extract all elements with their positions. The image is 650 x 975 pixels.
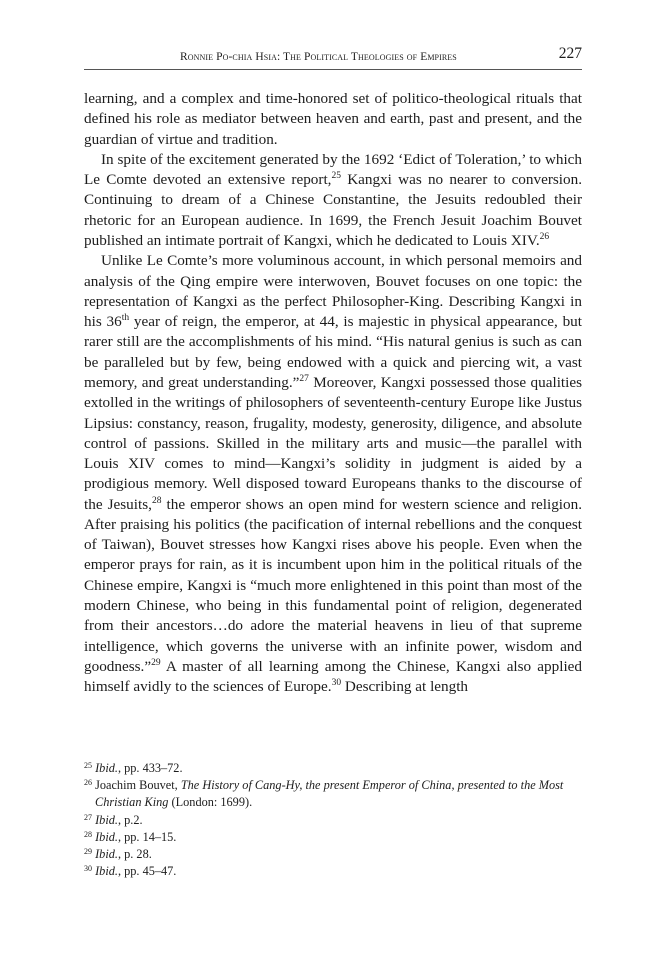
footnote-number: 30: [84, 864, 92, 874]
paragraph-3-text-a: Unlike Le Comte’s more voluminous account, in which personal memoirs and analysis of the Qing empire were interwoven, Bouvet focuses on one topic: the representation of Kangxi as the perfect Philosopher-King. Describing Kangxi in his 36: [84, 252, 582, 331]
paragraph-3-text-c: Moreover, Kangxi possessed those qualities extolled in the writings of philosophers of seventeenth-century Europe like Justus Lipsius: constancy, reason, frugality, modesty, generosity, diligence, and absolute control of passions. Skilled in the military arts and music—the parallel with Louis XIV comes to mind—Kangxi’s solidity in judgment is aided by a prodigious memory. Well disposed toward Europeans thanks to the discourse of the Jesuits,: [84, 373, 582, 513]
running-header: [84, 47, 582, 70]
footnote-text: , pp. 45–47.: [117, 864, 177, 879]
paragraph-3-text-b: year of reign, the emperor, at 44, is majestic in physical appearance, but rarer still are the accomplishments of his mind. “His natural genius is such as can be paralleled but by few, being endowed with a quick and piercing wit, a vast memory, and great understanding.”: [84, 313, 582, 391]
footnote-book-title: The History of Cang-Hy, the present Emperor of China, presented to the Most Christian King: [95, 778, 564, 810]
footnote-number: 26: [84, 778, 92, 788]
footnote-text: , pp. 433–72.: [117, 761, 183, 775]
footnote-text: , pp. 14–15.: [117, 829, 177, 844]
footnote-ref-28[interactable]: 28: [151, 495, 162, 506]
footnote-26: [84, 777, 582, 811]
paragraph-3: [84, 251, 582, 697]
footnote-ref-27[interactable]: 27: [299, 373, 309, 384]
footnote-ref: Ibid.: [95, 847, 118, 862]
footnote-number: 25: [84, 761, 92, 770]
footnote-ref: Ibid.: [95, 812, 118, 827]
footnote-28: [84, 829, 582, 846]
footnote-number: 28: [84, 829, 92, 839]
page-number: 227: [558, 45, 582, 62]
footnotes: [84, 760, 582, 880]
footnote-text: (London: 1699).: [168, 795, 253, 810]
ordinal-suffix: th: [121, 313, 130, 324]
paragraph-3-text-d: the emperor shows an open mind for western science and religion. After praising his politics (the pacification of internal rebellions and the conquest of Taiwan), Bouvet stresses how Kangxi rises above his people. Even when the emperor prays for rain, as it is incumbent upon him in the political rituals of the Chinese empire, Kangxi is “much more enlightened in this point than most of the modern Chinese, who being in this fundamental point of religion, degenerated from their ancestors…do adore the material heavens in lieu of that supreme intelligence, which governs the universe with an infinite power, wisdom and goodness.”: [84, 495, 583, 675]
footnote-27: [84, 812, 582, 829]
footnote-number: 27: [84, 812, 92, 822]
paragraph-1: [84, 89, 582, 150]
footnote-29: [84, 846, 582, 863]
paragraph-3-text-f: Describing at length: [341, 678, 469, 696]
footnote-ref: Ibid.: [95, 864, 118, 879]
footnote-ref: Ibid.: [95, 761, 118, 775]
footnote-text: , p.2.: [117, 812, 143, 827]
footnote-number: 29: [84, 847, 92, 857]
footnote-ref-26[interactable]: 26: [539, 231, 550, 242]
footnote-text: , p. 28.: [117, 847, 152, 862]
footnote-ref-30[interactable]: 30: [331, 678, 342, 689]
footnote-ref: Ibid.: [95, 829, 118, 844]
footnote-25: [84, 760, 582, 777]
footnote-text: Joachim Bouvet,: [95, 778, 181, 793]
paragraph-2-text-b: Kangxi was no nearer to conversion. Continuing to dream of a Chinese Constantine, the Jesuits redoubled their rhetoric for an European audience. In 1699, the French Jesuit Joachim Bouvet published an intimate portrait of Kangxi, which he dedicated to Louis XIV.: [84, 171, 583, 249]
footnote-30: [84, 863, 582, 880]
paragraph-1-text: learning, and a complex and time-honored set of politico-theological rituals that defined his role as mediator between heaven and earth, past and present, and the guardian of virtue and tradition.: [84, 90, 582, 148]
body-text: [84, 89, 582, 697]
paragraph-2: [84, 150, 582, 251]
running-head-title: Ronnie Po-chia Hsia: The Political Theologies of Empires: [180, 51, 457, 63]
paragraph-2-text-a: In spite of the excitement generated by the 1692 ‘Edict of Toleration,’ to which Le Comte devoted an extensive report,: [84, 150, 582, 189]
footnote-ref-25[interactable]: 25: [331, 171, 341, 182]
footnote-ref-29[interactable]: 29: [151, 657, 161, 668]
paragraph-3-text-e: A master of all learning among the Chinese, Kangxi also applied himself avidly to the sciences of Europe.: [84, 657, 582, 696]
